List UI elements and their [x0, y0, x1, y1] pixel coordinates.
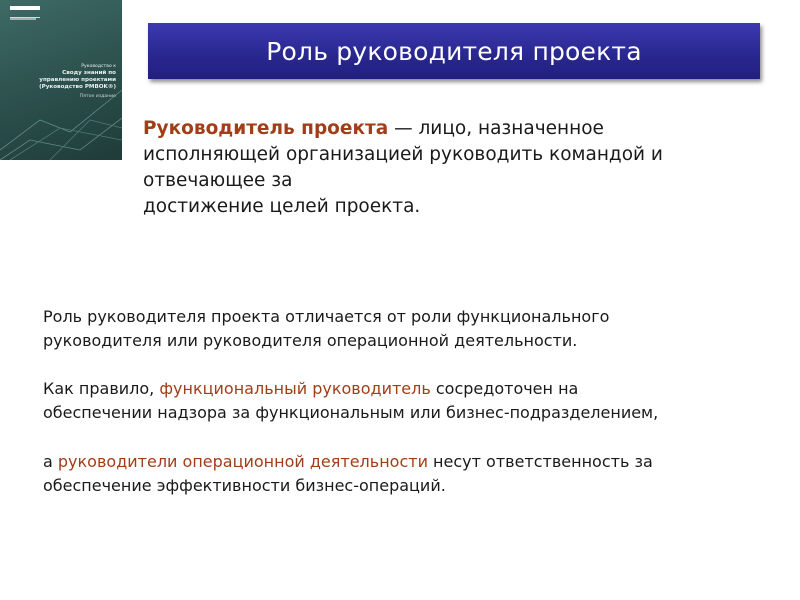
book-cover-image: [0, 0, 122, 160]
paragraph-3-after: несут ответственность за: [427, 452, 653, 471]
paragraph-2-after: сосредоточен на: [430, 379, 579, 398]
definition-line-2: исполняющей организацией руководить командой и: [143, 144, 663, 165]
paragraph-1-line-1: Роль руководителя проекта отличается от роли функционального: [43, 307, 610, 326]
paragraph-2-line-2: обеспечении надзора за функциональным или бизнес-подразделением,: [43, 403, 659, 422]
functional-manager-highlight: функциональный руководитель: [159, 379, 431, 398]
paragraph-3-before: а: [43, 452, 58, 471]
definition-line-1-rest: — лицо, назначенное: [388, 118, 604, 139]
paragraph-3-line-2: обеспечение эффективности бизнес-операций.: [43, 476, 446, 495]
pmi-logo: [10, 6, 40, 18]
definition-line-4: достижение целей проекта.: [143, 196, 421, 217]
title-banner: [148, 23, 760, 79]
paragraph-3-line-1: [43, 450, 783, 474]
paragraph-functional-manager: [43, 377, 783, 425]
definition-line-3: отвечающее за: [143, 170, 293, 191]
paragraph-2-before: Как правило,: [43, 379, 160, 398]
definition-line-1: [143, 116, 763, 142]
pmi-logo-subline: [10, 18, 36, 20]
definition-term: Руководитель проекта: [143, 118, 389, 139]
paragraph-1-line-2: руководителя или руководителя операционной деятельности.: [43, 331, 578, 350]
paragraph-role-difference: [43, 305, 783, 353]
cover-title: Своду знаний по управлению проектами (Руководство PMBOK®): [39, 70, 116, 90]
paragraph-2-line-1: [43, 377, 783, 401]
slide-title: Роль руководителя проекта: [266, 36, 642, 66]
paragraph-operations-managers: [43, 450, 783, 498]
cover-text: [18, 64, 116, 100]
cover-line-1: Руководство к: [81, 64, 116, 69]
cover-edition: Пятое издание: [79, 94, 116, 99]
definition-paragraph: [143, 116, 763, 220]
operations-managers-highlight: руководители операционной деятельности: [57, 452, 428, 471]
